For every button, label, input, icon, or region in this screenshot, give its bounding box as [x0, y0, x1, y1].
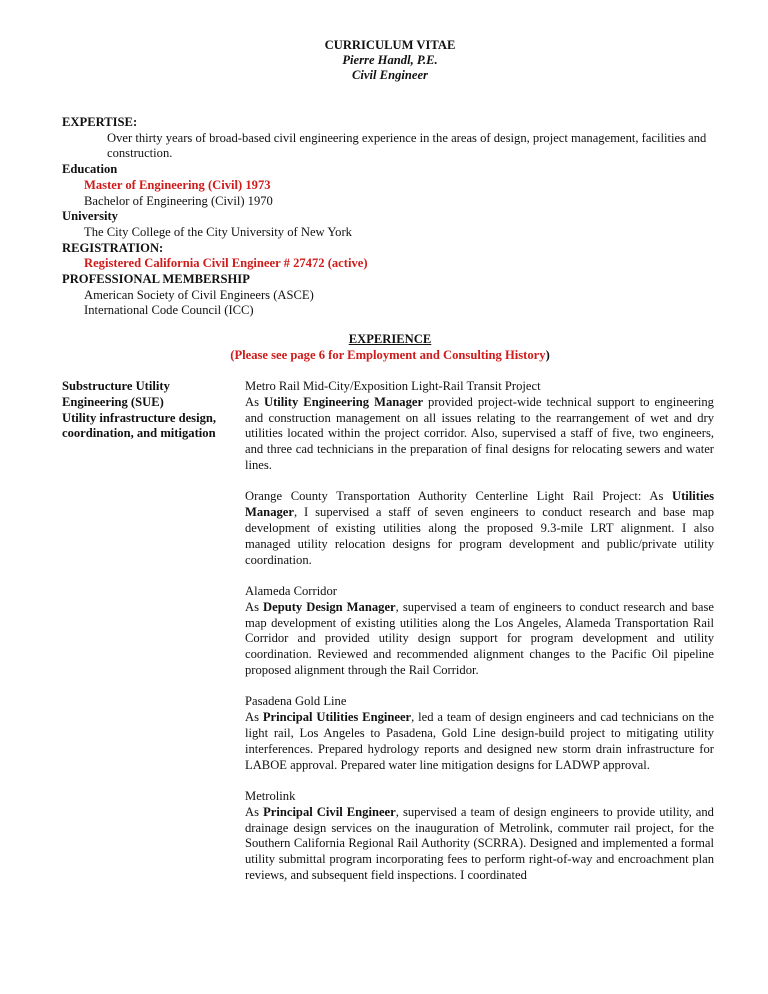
experience-note [0, 347, 768, 364]
project-role: Utilities Manager [245, 489, 714, 520]
note-close-paren: ) [545, 348, 550, 362]
project-alameda [245, 584, 714, 679]
category-line: coordination, and mitigation [62, 426, 216, 441]
expertise-heading: EXPERTISE: [62, 115, 138, 129]
person-name: Pierre Handl, P.E. [342, 53, 438, 67]
note-open-paren: ( [230, 348, 235, 362]
membership-item: International Code Council (ICC) [84, 303, 254, 318]
experience-header [0, 331, 768, 364]
project-octa [245, 489, 714, 568]
registration-value: Registered California Civil Engineer # 27472 (active) [84, 256, 368, 271]
project-description: As Principal Utilities Engineer, led a team of design engineers and cad technicians on the light rail, Los Angeles to Pasadena, Gold Line design-build project to mitigating utility interferences. Prepared hydrology reports and designed new storm drain infrastructure for LABOE approval. Prepared water line mitigation designs for LADWP approval. [245, 710, 714, 772]
document-title: CURRICULUM VITAE [324, 38, 456, 52]
university-name: The City College of the City University of New York [84, 224, 352, 239]
project-description: As Deputy Design Manager, supervised a team of engineers to conduct research and base map development of existing utilities along the Los Angeles, Alameda Transportation Rail Corridor and provided utility design support for program development and utility coordination. Reviewed and recommended alignment changes to the Pacific Oil pipeline proposed alignment through the Rail Corridor. [245, 599, 714, 677]
degree-bachelors: Bachelor of Engineering (Civil) 1970 [84, 193, 273, 208]
education-heading: Education [62, 162, 118, 177]
expertise-text: Over thirty years of broad-based civil engineering experience in the areas of design, project management, facilities and construction. [107, 130, 707, 161]
degree-masters: Master of Engineering (Civil) 1973 [84, 177, 271, 192]
project-role: Utility Engineering Manager [264, 394, 424, 409]
project-description: As Utility Engineering Manager provided project-wide technical support to engineering and construction management on all issues relating to the rearrangement of wet and dry utilities located within the project corridor. Also, supervised a staff of five, two engineers, and three cad technicians in the preparation of final designs for relocating sewers and water lines. [245, 394, 714, 472]
university-heading: University [62, 209, 118, 224]
category-column [62, 379, 237, 442]
project-description: As Principal Civil Engineer, supervised a team of design engineers to provide utility, and drainage design services on the inauguration of Metrolink, commuter rail project, for the Southern California Regional Rail Authority (SCRRA). Designed and implemented a formal utility submittal program incorporating fees to perform right-of-way and encroachment plan reviews, and subsequent field inspections. I coordinated [245, 804, 714, 882]
project-metrolink [245, 789, 714, 884]
membership-item: American Society of Civil Engineers (ASCE) [84, 287, 314, 302]
note-text: Please see page 6 for Employment and Consulting History [234, 348, 546, 362]
project-description: Orange County Transportation Authority Centerline Light Rail Project: As Utilities Manager, I supervised a staff of seven engineers to conduct research and base map development of existing utilities along the proposed 9.3-mile LRT alignment. I also managed utility relocation designs for program development and public/private utility coordination. [245, 489, 714, 567]
category-line: Engineering (SUE) [62, 394, 164, 409]
project-metro-expo [245, 379, 714, 474]
project-role: Principal Civil Engineer [263, 804, 396, 819]
experience-heading: EXPERIENCE [348, 332, 432, 346]
cv-header [0, 38, 768, 83]
project-title: Metro Rail Mid-City/Exposition Light-Rail Transit Project [245, 379, 541, 393]
membership-heading: PROFESSIONAL MEMBERSHIP [62, 272, 250, 287]
projects-column [245, 379, 714, 899]
project-title: Metrolink [245, 788, 296, 803]
project-title: Alameda Corridor [245, 583, 337, 598]
registration-heading: REGISTRATION: [62, 240, 164, 255]
summary-section [62, 115, 722, 319]
category-line: Utility infrastructure design, [62, 410, 217, 425]
project-role: Principal Utilities Engineer [262, 710, 412, 725]
project-gold-line [245, 694, 714, 773]
project-title: Pasadena Gold Line [245, 694, 347, 709]
person-role: Civil Engineer [352, 68, 428, 82]
project-role: Deputy Design Manager [263, 599, 396, 614]
category-line: Substructure Utility [62, 379, 170, 393]
